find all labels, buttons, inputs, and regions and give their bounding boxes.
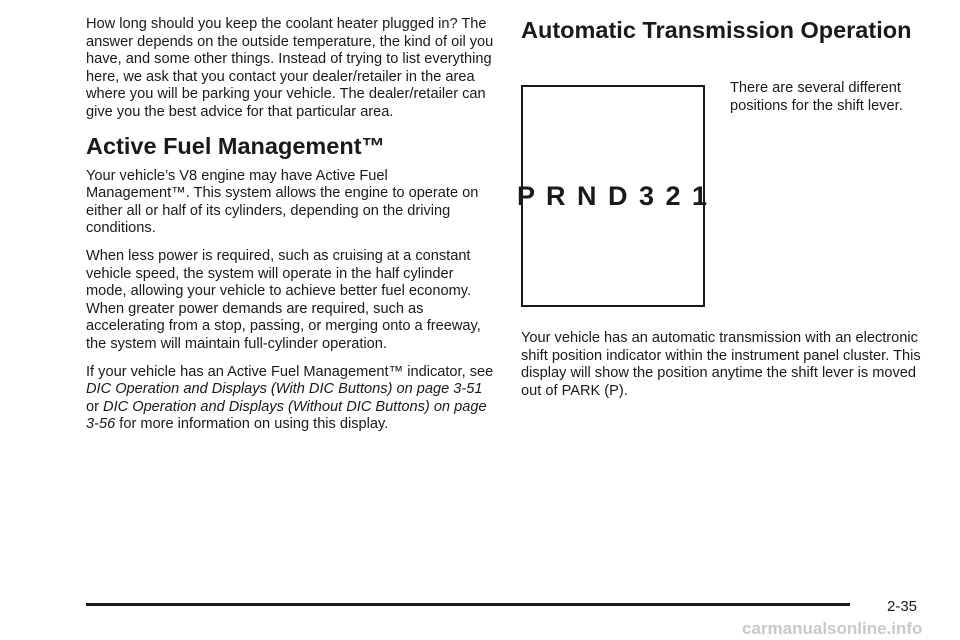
watermark: carmanualsonline.info bbox=[742, 619, 923, 638]
afm-heading: Active Fuel Management™ bbox=[86, 132, 386, 159]
afm-paragraph-1: Your vehicle’s V8 engine may have Active Fuel Management™. This system allows the engine to operate on either all or half of its cylinders, depending on the driving conditions. bbox=[86, 167, 479, 237]
transmission-description bbox=[521, 330, 931, 410]
transmission-heading: Automatic Transmission Operation bbox=[521, 17, 912, 43]
page-number: 2-35 bbox=[887, 598, 918, 615]
footer-rule bbox=[86, 603, 850, 606]
dic-without-buttons-reference[interactable]: DIC Operation and Displays (Without DIC Buttons) on page 3-56 bbox=[86, 398, 487, 433]
shift-indicator-text: P R N D 3 2 1 bbox=[516, 180, 710, 211]
afm-paragraph-2: When less power is required, such as cruising at a constant vehicle speed, the system will operate in the half cylinder mode, allowing your vehicle to achieve better fuel economy. When greater power demands are required, such as accelerating from a stop, passing, or merging onto a freeway, the system will maintain full-cylinder operation. bbox=[86, 247, 481, 352]
shift-indicator-display bbox=[516, 85, 710, 307]
afm-p3-text-b: for more information on using this display. bbox=[115, 416, 389, 433]
afm-paragraph-3 bbox=[86, 364, 494, 434]
afm-p3-or: or bbox=[86, 398, 104, 415]
right-column bbox=[521, 16, 931, 44]
afm-p3-text-a: If your vehicle has an Active Fuel Management™ indicator, see bbox=[86, 363, 494, 380]
transmission-body: Your vehicle has an automatic transmission with an electronic shift position indicator within the instrument panel cluster. This display will show the position anytime the shift lever is moved out of PARK (P). bbox=[521, 330, 921, 399]
dic-with-buttons-reference[interactable]: DIC Operation and Displays (With DIC Buttons) on page 3-51 bbox=[86, 381, 483, 398]
shift-positions-note bbox=[730, 80, 940, 125]
left-column bbox=[86, 16, 494, 444]
shift-positions-text: There are several different positions for the shift lever. bbox=[730, 80, 903, 114]
intro-paragraph: How long should you keep the coolant heater plugged in? The answer depends on the outside temperature, the kind of oil you have, and some other things. Instead of trying to list everything here, we ask that you contact your dealer/retailer in the area where you will be parking your vehicle. The dealer/retailer can give you the best advice for that particular area. bbox=[86, 16, 494, 120]
